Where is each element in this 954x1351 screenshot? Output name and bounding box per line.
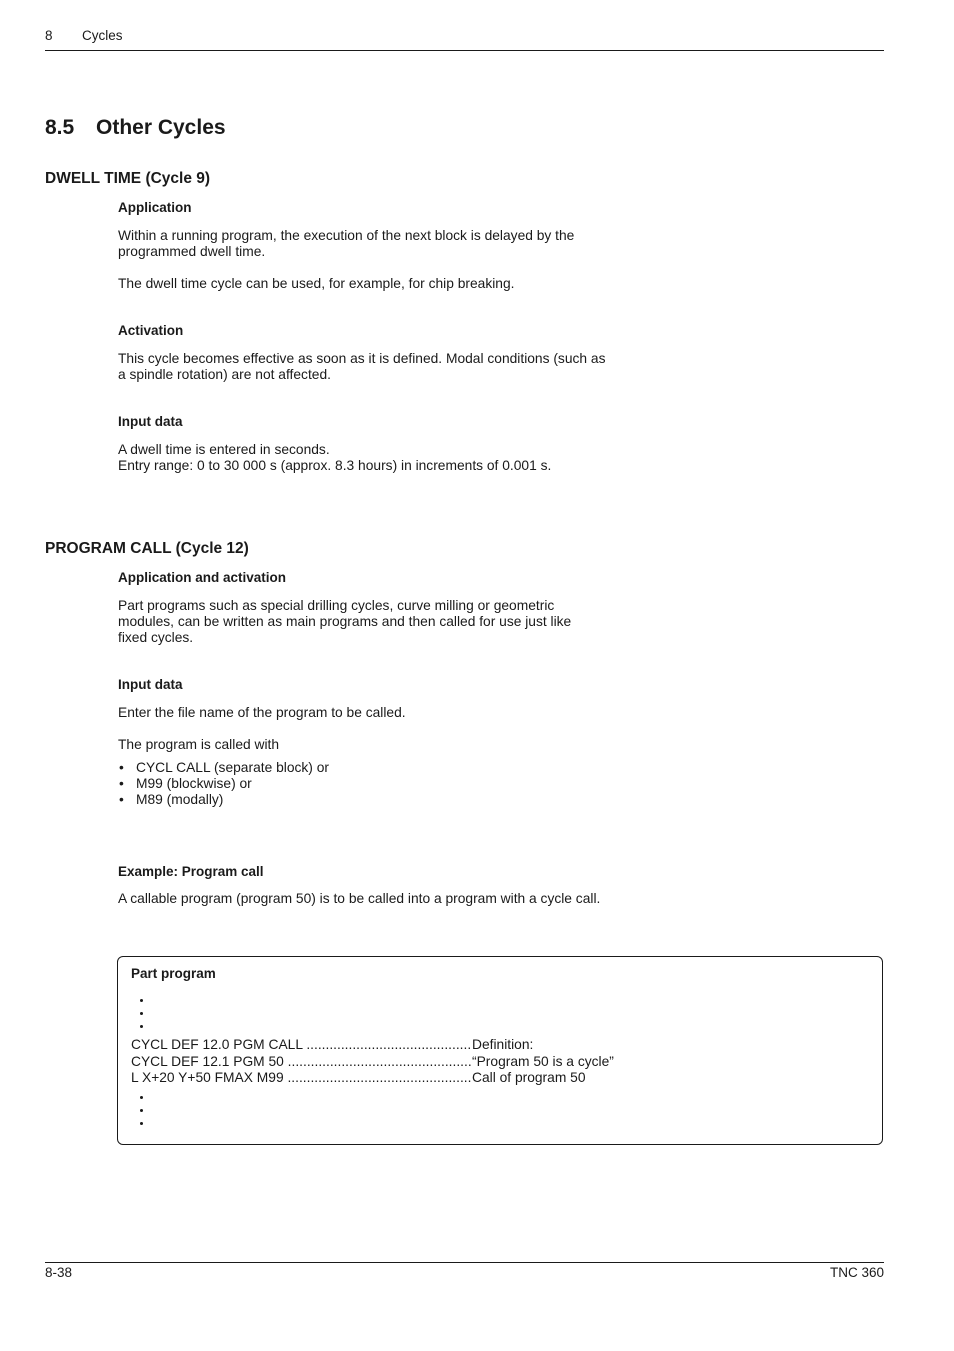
dwell-application-heading: Application	[118, 200, 192, 215]
part-program-title: Part program	[131, 966, 216, 981]
dwell-activation-text: This cycle becomes effective as soon as it is defined. Modal conditions (such as a spindle rotation) are not affected.	[118, 351, 606, 382]
dwell-activation-heading: Activation	[118, 323, 184, 338]
program-line-code: CYCL DEF 12.1 PGM 50 .....	[131, 1054, 472, 1070]
dwell-application-text-1: Within a running program, the execution of the next block is delayed by the programmed dwell time.	[118, 228, 575, 259]
pgm-input-text-2: The program is called with	[118, 737, 280, 752]
program-line-code: CYCL DEF 12.0 PGM CALL .....	[131, 1037, 472, 1053]
dwell-input-heading: Input data	[118, 414, 183, 429]
section-title	[45, 116, 226, 140]
footer-rule	[45, 1262, 884, 1263]
header-chapter-number: 8	[45, 28, 53, 43]
program-line-comment: Call of program 50	[472, 1070, 586, 1085]
pgm-application-text: Part programs such as special drilling cycles, curve milling or geometric modules, can be written as main programs and then called for use just like fixed cycles.	[118, 598, 572, 645]
ellipsis-bottom	[140, 1096, 146, 1135]
program-line-code: L X+20 Y+50 FMAX M99 .....	[131, 1070, 472, 1086]
part-program-box	[117, 956, 883, 1145]
pgm-application-heading: Application and activation	[118, 570, 287, 585]
dwell-input-line-1: A dwell time is entered in seconds.	[118, 442, 330, 457]
footer-page-number: 8-38	[45, 1265, 73, 1280]
header-chapter-title: Cycles	[82, 28, 123, 43]
pgm-input-heading: Input data	[118, 677, 183, 692]
dwell-application-text-2: The dwell time cycle can be used, for example, for chip breaking.	[118, 276, 515, 291]
pgm-call-methods-list	[118, 760, 329, 808]
footer-product: TNC 360	[829, 1265, 884, 1280]
example-text: A callable program (program 50) is to be called into a program with a cycle call.	[118, 891, 601, 906]
dwell-time-heading: DWELL TIME (Cycle 9)	[45, 170, 211, 187]
program-line	[131, 1070, 871, 1086]
dwell-input-line-2: Entry range: 0 to 30 000 s (approx. 8.3 hours) in increments of 0.001 s.	[118, 458, 552, 473]
pgm-input-text-1: Enter the file name of the program to be called.	[118, 705, 406, 720]
example-heading: Example: Program call	[118, 864, 264, 879]
program-line	[131, 1037, 871, 1053]
section-number: 8.5	[45, 116, 75, 139]
list-item: • M99 (blockwise) or	[118, 776, 329, 792]
ellipsis-top	[140, 999, 146, 1038]
program-line	[131, 1054, 871, 1070]
header-rule	[45, 50, 884, 51]
program-line-comment: “Program 50 is a cycle”	[472, 1054, 614, 1069]
program-line-comment: Definition:	[472, 1037, 534, 1052]
list-item: • M89 (modally)	[118, 792, 329, 808]
list-item: • CYCL CALL (separate block) or	[118, 760, 329, 776]
program-call-heading: PROGRAM CALL (Cycle 12)	[45, 540, 249, 557]
section-title-text: Other Cycles	[96, 116, 226, 139]
